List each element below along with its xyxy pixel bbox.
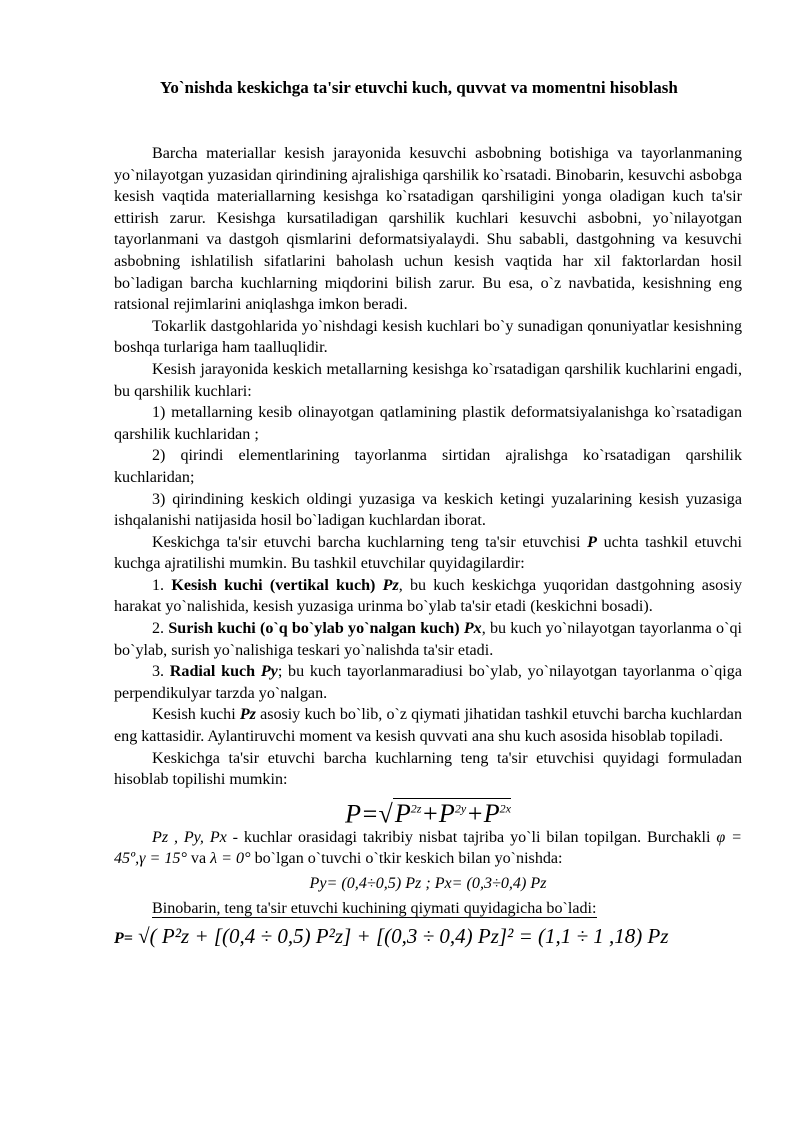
list-item-1: 1) metallarning kesib olinayotgan qatlamining plastik deformatsiyalanishga ko`rsatadigan qarshilik kuchlaridan ; xyxy=(114,404,742,443)
lambda-symbol: λ xyxy=(210,850,218,868)
paragraph-intro: Barcha materiallar kesish jarayonida kesuvchi asbobning botishiga va tayorlanmaning yo`nilayotgan yuzasidan qirindining ajralishiga qarshilik ko`rsatadi. Binobarin, kesuvchi asbobga kesish vaqtida materiallarning kesishga ko`rsatadigan qarshiligini yonga oladigan kuch ta'sir ettirish zarur. Kesishga kursatiladigan qarshilik kuchlari kesuvchi asbobni, yo`nilayotgan tayorlanmani va dastgoh qismlarini deformatsiyalaydi. Shu sababli, dastgohning va kesuvchi asbobning ishlatilish sifatlarini baholash uchun kesish vaqtida har xil faktorlardan hosil bo`ladigan barcha kuchlarning miqdorini bilish zarur. Bu esa, o`z navbatida, kesishning eng ratsional rejimlarini aniqlashga imkon beradi. xyxy=(114,145,742,314)
plus-sign: + xyxy=(421,799,439,829)
result-expression: √( P²z + [(0,4 ÷ 0,5) P²z] + [(0,3 ÷ 0,4) Pz]² = (1,1 ÷ 1 ,18) Pz xyxy=(138,924,669,949)
resultant-text: Keskichga ta'sir etuvchi barcha kuchlarning teng ta'sir etuvchisi xyxy=(152,533,581,551)
main-force-text: Kesish kuchi xyxy=(152,706,236,724)
term-py: P xyxy=(438,799,455,829)
force-desc: ; bu kuch tayorlanmaradiusi bo`ylab, yo`nilayotgan tayorlanma o`qiga perpendikulyar tarzda yo`nalgan. xyxy=(114,663,742,702)
resultant-symbol: P xyxy=(587,533,597,551)
document-body xyxy=(114,143,742,954)
ratio-text: kuchlar orasidagi takribiy nisbat tajriba yo`li bilan topilgan. Burchakli xyxy=(243,828,711,846)
sqrt-sign: √ xyxy=(378,799,393,829)
paragraph-result-intro xyxy=(114,898,742,920)
list-item-2: 2) qirindi elementlarining tayorlanma sirtidan ajralishga ko`rsatadigan qarshilik kuchlaridan; xyxy=(114,447,742,486)
and-text: va xyxy=(190,850,207,868)
term-pz-sup: 2 xyxy=(410,801,417,816)
formula-lhs: P xyxy=(345,799,361,829)
term-py-sup: 2 xyxy=(454,801,461,816)
result-intro-text: Binobarin, teng ta'sir etuvchi kuchining qiymati quyidagicha bo`ladi: xyxy=(152,899,597,917)
paragraph-main-force xyxy=(114,704,742,747)
force-var: Px xyxy=(463,620,482,638)
list-item-3: 3) qirindining keskich oldingi yuzasiga va keskich ketingi yuzalarining kesish yuzasiga ishqalanishi natijasida hosil bo`ladigan kuchlardan iborat. xyxy=(114,490,742,530)
paragraph-ratios xyxy=(114,827,742,870)
force-num: 1. xyxy=(152,576,165,594)
plus-sign: + xyxy=(466,799,484,829)
force-num: 2. xyxy=(152,620,165,638)
main-force-text-2: asosiy kuch bo`lib, o`z qiymati jihatidan tashkil etuvchi barcha kuchlardan eng kattasidir. Aylantiruvchi moment va kesish quvvati ana shu kuch asosida hisoblab topiladi. xyxy=(114,706,742,746)
paragraph-resultant xyxy=(114,532,742,575)
force-num: 3. xyxy=(152,663,165,681)
force-item-2 xyxy=(114,618,742,661)
force-item-1 xyxy=(114,575,742,618)
force-name: Surish kuchi (o`q bo`ylab yo`nalgan kuch) xyxy=(168,620,460,638)
force-symbols: Pz , Py, Px - xyxy=(152,828,239,846)
force-var: Pz xyxy=(382,576,399,594)
ratio-text-2: bo`lgan o`tuvchi o`tkir keskich bilan yo`nishda: xyxy=(254,850,563,868)
phi-symbol: φ xyxy=(716,828,726,846)
force-var: Py xyxy=(260,663,278,681)
formula-eq: = xyxy=(360,799,379,829)
term-px: P xyxy=(483,799,500,829)
main-force-var: Pz xyxy=(239,706,256,724)
term-py-sub: y xyxy=(460,801,467,816)
force-desc: , bu kuch keskichga yuqoridan dastgohning asosiy harakat yo`nalishida, kesish yuzasiga urinma bo`ylab ta'sir etadi (keskichni bosadi). xyxy=(114,576,742,616)
page-title: Yo`nishda keskichga ta'sir etuvchi kuch, quvvat va momentni hisoblash xyxy=(160,78,678,97)
lambda-value: = 0° xyxy=(221,850,251,868)
force-name: Kesish kuchi (vertikal kuch) xyxy=(171,576,376,594)
force-desc: , bu kuch yo`nilayotgan tayorlanma o`qi bo`ylab, surish yo`nalishiga teskari yo`nalishda ta'sir etadi. xyxy=(114,620,742,659)
result-label: P= xyxy=(114,930,133,948)
term-px-sup: 2 xyxy=(499,801,506,816)
paragraph-lathe: Tokarlik dastgohlarida yo`nishdagi kesish kuchlari bo`y sunadigan qonuniyatlar kesishning boshqa turlariga ham taalluqlidir. xyxy=(114,317,742,357)
sqrt-body xyxy=(393,798,511,828)
term-pz-sub: z xyxy=(416,801,422,816)
term-pz: P xyxy=(394,799,411,829)
term-px-sub: x xyxy=(505,801,511,816)
paragraph-resistance: Kesish jarayonida keskich metallarning kesishga ko`rsatadigan qarshilik kuchlarini engadi, bu qarshilik kuchlari: xyxy=(114,360,742,400)
ratio-formula: Py= (0,4÷0,5) Pz ; Px= (0,3÷0,4) Pz xyxy=(309,875,547,892)
resultant-text-2: uchta tashkil etuvchi kuchga ajratilishi mumkin. Bu tashkil etuvchilar quyidagilardir: xyxy=(114,533,743,573)
resultant-formula xyxy=(114,791,742,827)
angle-values: = 45º,γ = 15° xyxy=(114,828,742,868)
force-item-3 xyxy=(114,661,742,704)
result-formula xyxy=(114,921,742,954)
paragraph-formula-intro: Keskichga ta'sir etuvchi barcha kuchlarning teng ta'sir etuvchisi quyidagi formuladan hisoblab topilishi mumkin: xyxy=(114,749,742,789)
force-name: Radial kuch xyxy=(169,663,256,681)
